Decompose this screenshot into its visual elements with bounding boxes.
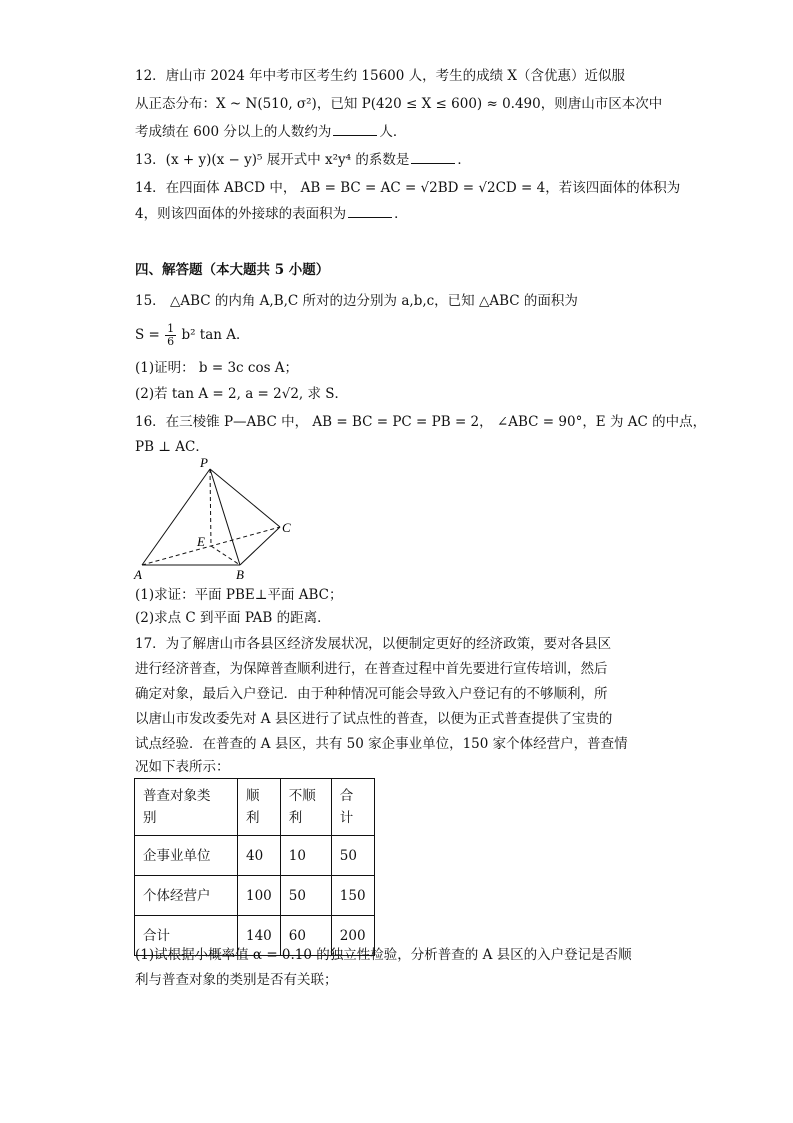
q15-part1: (1)证明： b = 3c cos A；	[135, 360, 299, 376]
q17-line4: 以唐山市发改委先对 A 县区进行了试点性的普查，以便为正式普查提供了宝贵的	[135, 711, 613, 727]
header-cell	[135, 779, 238, 836]
table-cell: 150	[331, 876, 374, 916]
q12-answer-blank	[333, 122, 377, 136]
q15-frac-den: 6	[167, 335, 175, 348]
q15-frac-num: 1	[167, 322, 175, 335]
q14-line2	[135, 204, 408, 224]
q12-line2: 从正态分布：X ~ N(510, σ²)，已知 P(420 ≤ X ≤ 600) ≈ 0.490，则唐山市区本次中	[135, 96, 663, 112]
header-cell	[280, 779, 331, 836]
label-e: E	[197, 534, 205, 549]
header-text: 利	[288, 810, 303, 826]
table-header-row	[135, 779, 375, 836]
edge-eb-hidden	[211, 546, 240, 565]
section-title: 四、解答题（本大题共 5 小题）	[135, 262, 330, 278]
table-cell: 60	[280, 916, 331, 956]
table-cell: 合计	[135, 916, 238, 956]
edge-pb	[210, 469, 240, 565]
q12-line3	[135, 122, 406, 142]
table-cell: 企事业单位	[135, 836, 238, 876]
q17-line5: 试点经验．在普查的 A 县区，共有 50 家企事业单位，150 家个体经营户，普查情	[135, 736, 628, 752]
table-cell: 200	[331, 916, 374, 956]
tetrahedron-diagram	[130, 455, 305, 585]
q14-line1: 14．在四面体 ABCD 中， AB = BC = AC = √2BD = √2CD = 4，若该四面体的体积为	[135, 180, 681, 196]
header-text: 计	[339, 810, 354, 826]
q15-formula-prefix: S =	[135, 327, 160, 343]
q13-text: 13．(x + y)(x − y)⁵ 展开式中 x²y⁴ 的系数是	[135, 152, 410, 168]
q12-line1: 12．唐山市 2024 年中考市区考生约 15600 人，考生的成绩 X（含优惠）近似服	[135, 68, 626, 84]
survey-table	[134, 778, 375, 956]
table-cell: 50	[280, 876, 331, 916]
header-text: 别	[143, 810, 157, 826]
label-p: P	[200, 455, 208, 470]
q13-line	[135, 150, 471, 170]
header-text: 利	[246, 810, 260, 826]
table-cell: 100	[238, 876, 281, 916]
q17-line3: 确定对象，最后入户登记．由于种种情况可能会导致入户登记有的不够顺利，所	[135, 686, 608, 702]
q12-line3-text: 考成绩在 600 分以上的人数约为	[135, 124, 332, 140]
header-cell	[331, 779, 374, 836]
q14-line2-text: 4，则该四面体的外接球的表面积为	[135, 206, 347, 222]
label-b: B	[236, 567, 244, 582]
table-row	[135, 836, 375, 876]
header-text: 合	[339, 788, 354, 804]
q16-line2: PB ⊥ AC．	[135, 439, 209, 455]
header-text: 顺	[246, 788, 260, 804]
q16-part1: (1)求证：平面 PBE⊥平面 ABC；	[135, 587, 343, 603]
header-text: 不顺	[288, 788, 316, 804]
q13-answer-blank	[411, 150, 455, 164]
edge-pa	[142, 469, 210, 565]
q15-line1: 15． △ABC 的内角 A,B,C 所对的边分别为 a,b,c，已知 △ABC 的面积为	[135, 293, 578, 309]
q13-end: ．	[457, 152, 471, 168]
q15-formula	[135, 320, 250, 350]
q15-fraction	[165, 323, 176, 348]
q15-formula-suffix: b² tan A．	[181, 327, 250, 343]
q15-part2: (2)若 tan A = 2, a = 2√2, 求 S．	[135, 386, 349, 402]
q14-answer-blank	[348, 204, 392, 218]
q17-line2: 进行经济普查，为保障普查顺利进行，在普查过程中首先要进行宣传培训，然后	[135, 661, 608, 677]
q16-line1: 16．在三棱锥 P—ABC 中， AB = BC = PC = PB = 2， ∠ABC = 90°，E 为 AC 的中点，	[135, 414, 707, 430]
table-cell: 10	[280, 836, 331, 876]
table-cell: 40	[238, 836, 281, 876]
q12-line3-end: 人．	[379, 124, 407, 140]
label-a: A	[134, 567, 142, 582]
q16-part2: (2)求点 C 到平面 PAB 的距离．	[135, 610, 331, 626]
table-row	[135, 876, 375, 916]
table-cell: 50	[331, 836, 374, 876]
q17-part1-line1: (1)试根据小概率值 α = 0.10 的独立性检验，分析普查的 A 县区的入户登记是否顺	[135, 947, 632, 963]
q17-line6: 况如下表所示：	[135, 759, 230, 775]
label-c: C	[282, 520, 291, 535]
edge-pe-hidden	[210, 469, 211, 546]
table-cell: 个体经营户	[135, 876, 238, 916]
table-cell: 140	[238, 916, 281, 956]
q14-line2-end: ．	[394, 206, 408, 222]
q17-line1: 17．为了解唐山市各县区经济发展状况，以便制定更好的经济政策，要对各县区	[135, 636, 612, 652]
edge-pc	[210, 469, 280, 527]
header-cell	[238, 779, 281, 836]
header-text: 普查对象类	[143, 788, 211, 804]
q17-part1-line2: 利与普查对象的类别是否有关联；	[135, 972, 338, 988]
